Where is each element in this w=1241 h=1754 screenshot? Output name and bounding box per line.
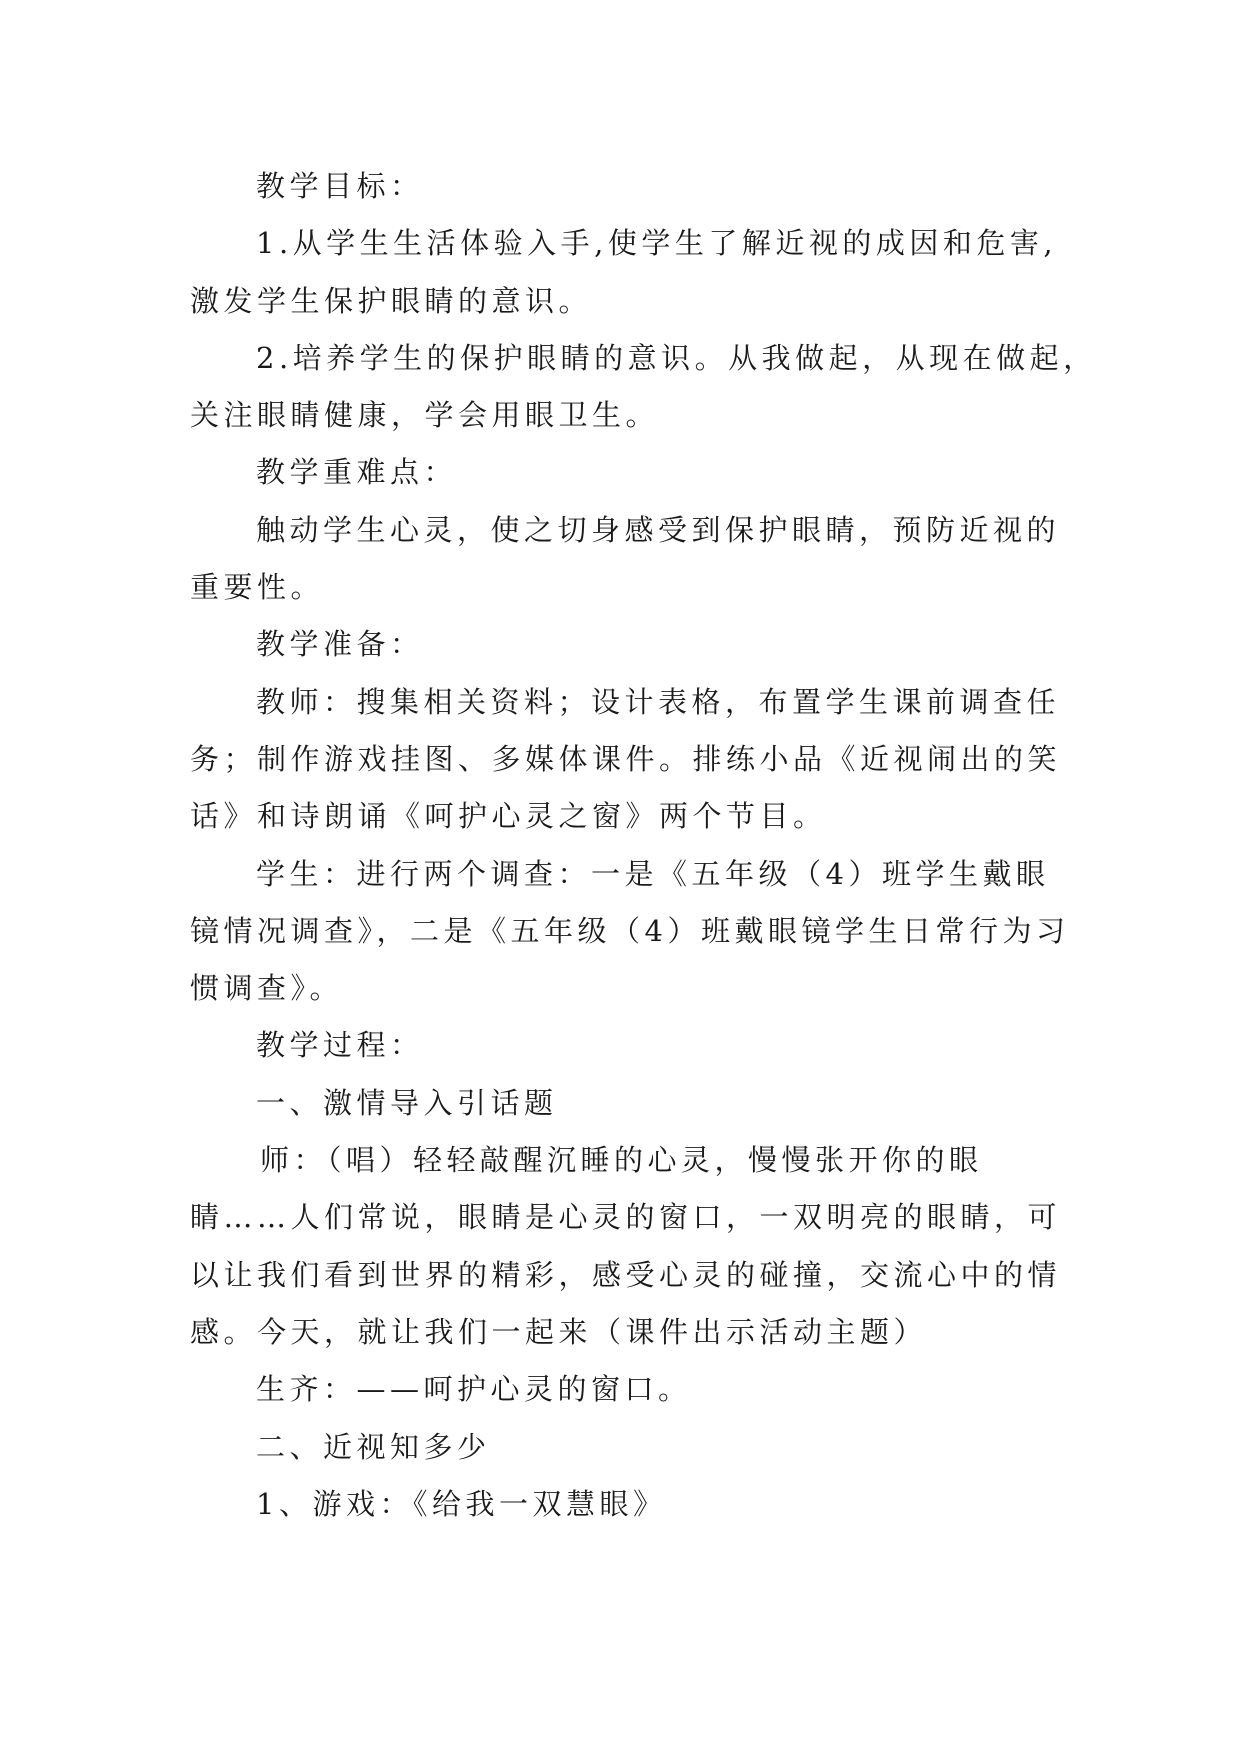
goal-1-line-1: 1.从学生生活体验入手,使学生了解近视的成因和危害, xyxy=(256,226,1058,261)
teacher-prep-line-3: 话》和诗朗诵《呵护心灵之窗》两个节目。 xyxy=(190,799,827,834)
heading-process: 教学过程： xyxy=(256,1028,424,1063)
section-1-para-line-3: 以让我们看到世界的精彩，感受心灵的碰撞，交流心中的情 xyxy=(190,1257,1062,1292)
section-1-para-line-1: 师：（唱）轻轻敲醒沉睡的心灵，慢慢张开你的眼 xyxy=(260,1143,983,1178)
heading-key-points: 教学重难点： xyxy=(256,455,458,490)
section-1-para-line-2: 睛……人们常说，眼睛是心灵的窗口，一双明亮的眼睛，可 xyxy=(190,1200,1062,1235)
section-1-para-line-4: 感。今天，就让我们一起来（课件出示活动主题） xyxy=(190,1314,928,1349)
section-2-title: 二、近视知多少 xyxy=(256,1429,491,1464)
game-item: 1、游戏：《给我一双慧眼》 xyxy=(256,1486,667,1521)
key-points-line-1: 触动学生心灵，使之切身感受到保护眼睛，预防近视的 xyxy=(256,512,1061,547)
document-page xyxy=(190,158,1097,1533)
heading-teaching-goals: 教学目标： xyxy=(256,169,424,203)
student-prep-line-1: 学生：进行两个调查：一是《五年级（4）班学生戴眼 xyxy=(256,856,1050,891)
heading-preparation: 教学准备： xyxy=(256,627,424,662)
student-prep-line-3: 惯调查》。 xyxy=(190,971,344,1006)
student-prep-line-2: 镜情况调查》，二是《五年级（4）班戴眼镜学生日常行为习 xyxy=(190,913,1070,948)
teacher-prep-line-1: 教师：搜集相关资料；设计表格，布置学生课前调查任 xyxy=(256,684,1061,719)
key-points-line-2: 重要性。 xyxy=(190,570,325,605)
section-1-title: 一、激情导入引话题 xyxy=(256,1085,558,1120)
students-response: 生齐：——呵护心灵的窗口。 xyxy=(256,1372,692,1407)
teacher-prep-line-2: 务；制作游戏挂图、多媒体课件。排练小品《近视闹出的笑 xyxy=(190,741,1062,776)
goal-1-line-2: 激发学生保护眼睛的意识。 xyxy=(190,283,593,318)
goal-2-line-2: 关注眼睛健康，学会用眼卫生。 xyxy=(190,398,660,433)
goal-2-line-1: 2.培养学生的保护眼睛的意识。从我做起，从现在做起， xyxy=(256,340,1097,375)
